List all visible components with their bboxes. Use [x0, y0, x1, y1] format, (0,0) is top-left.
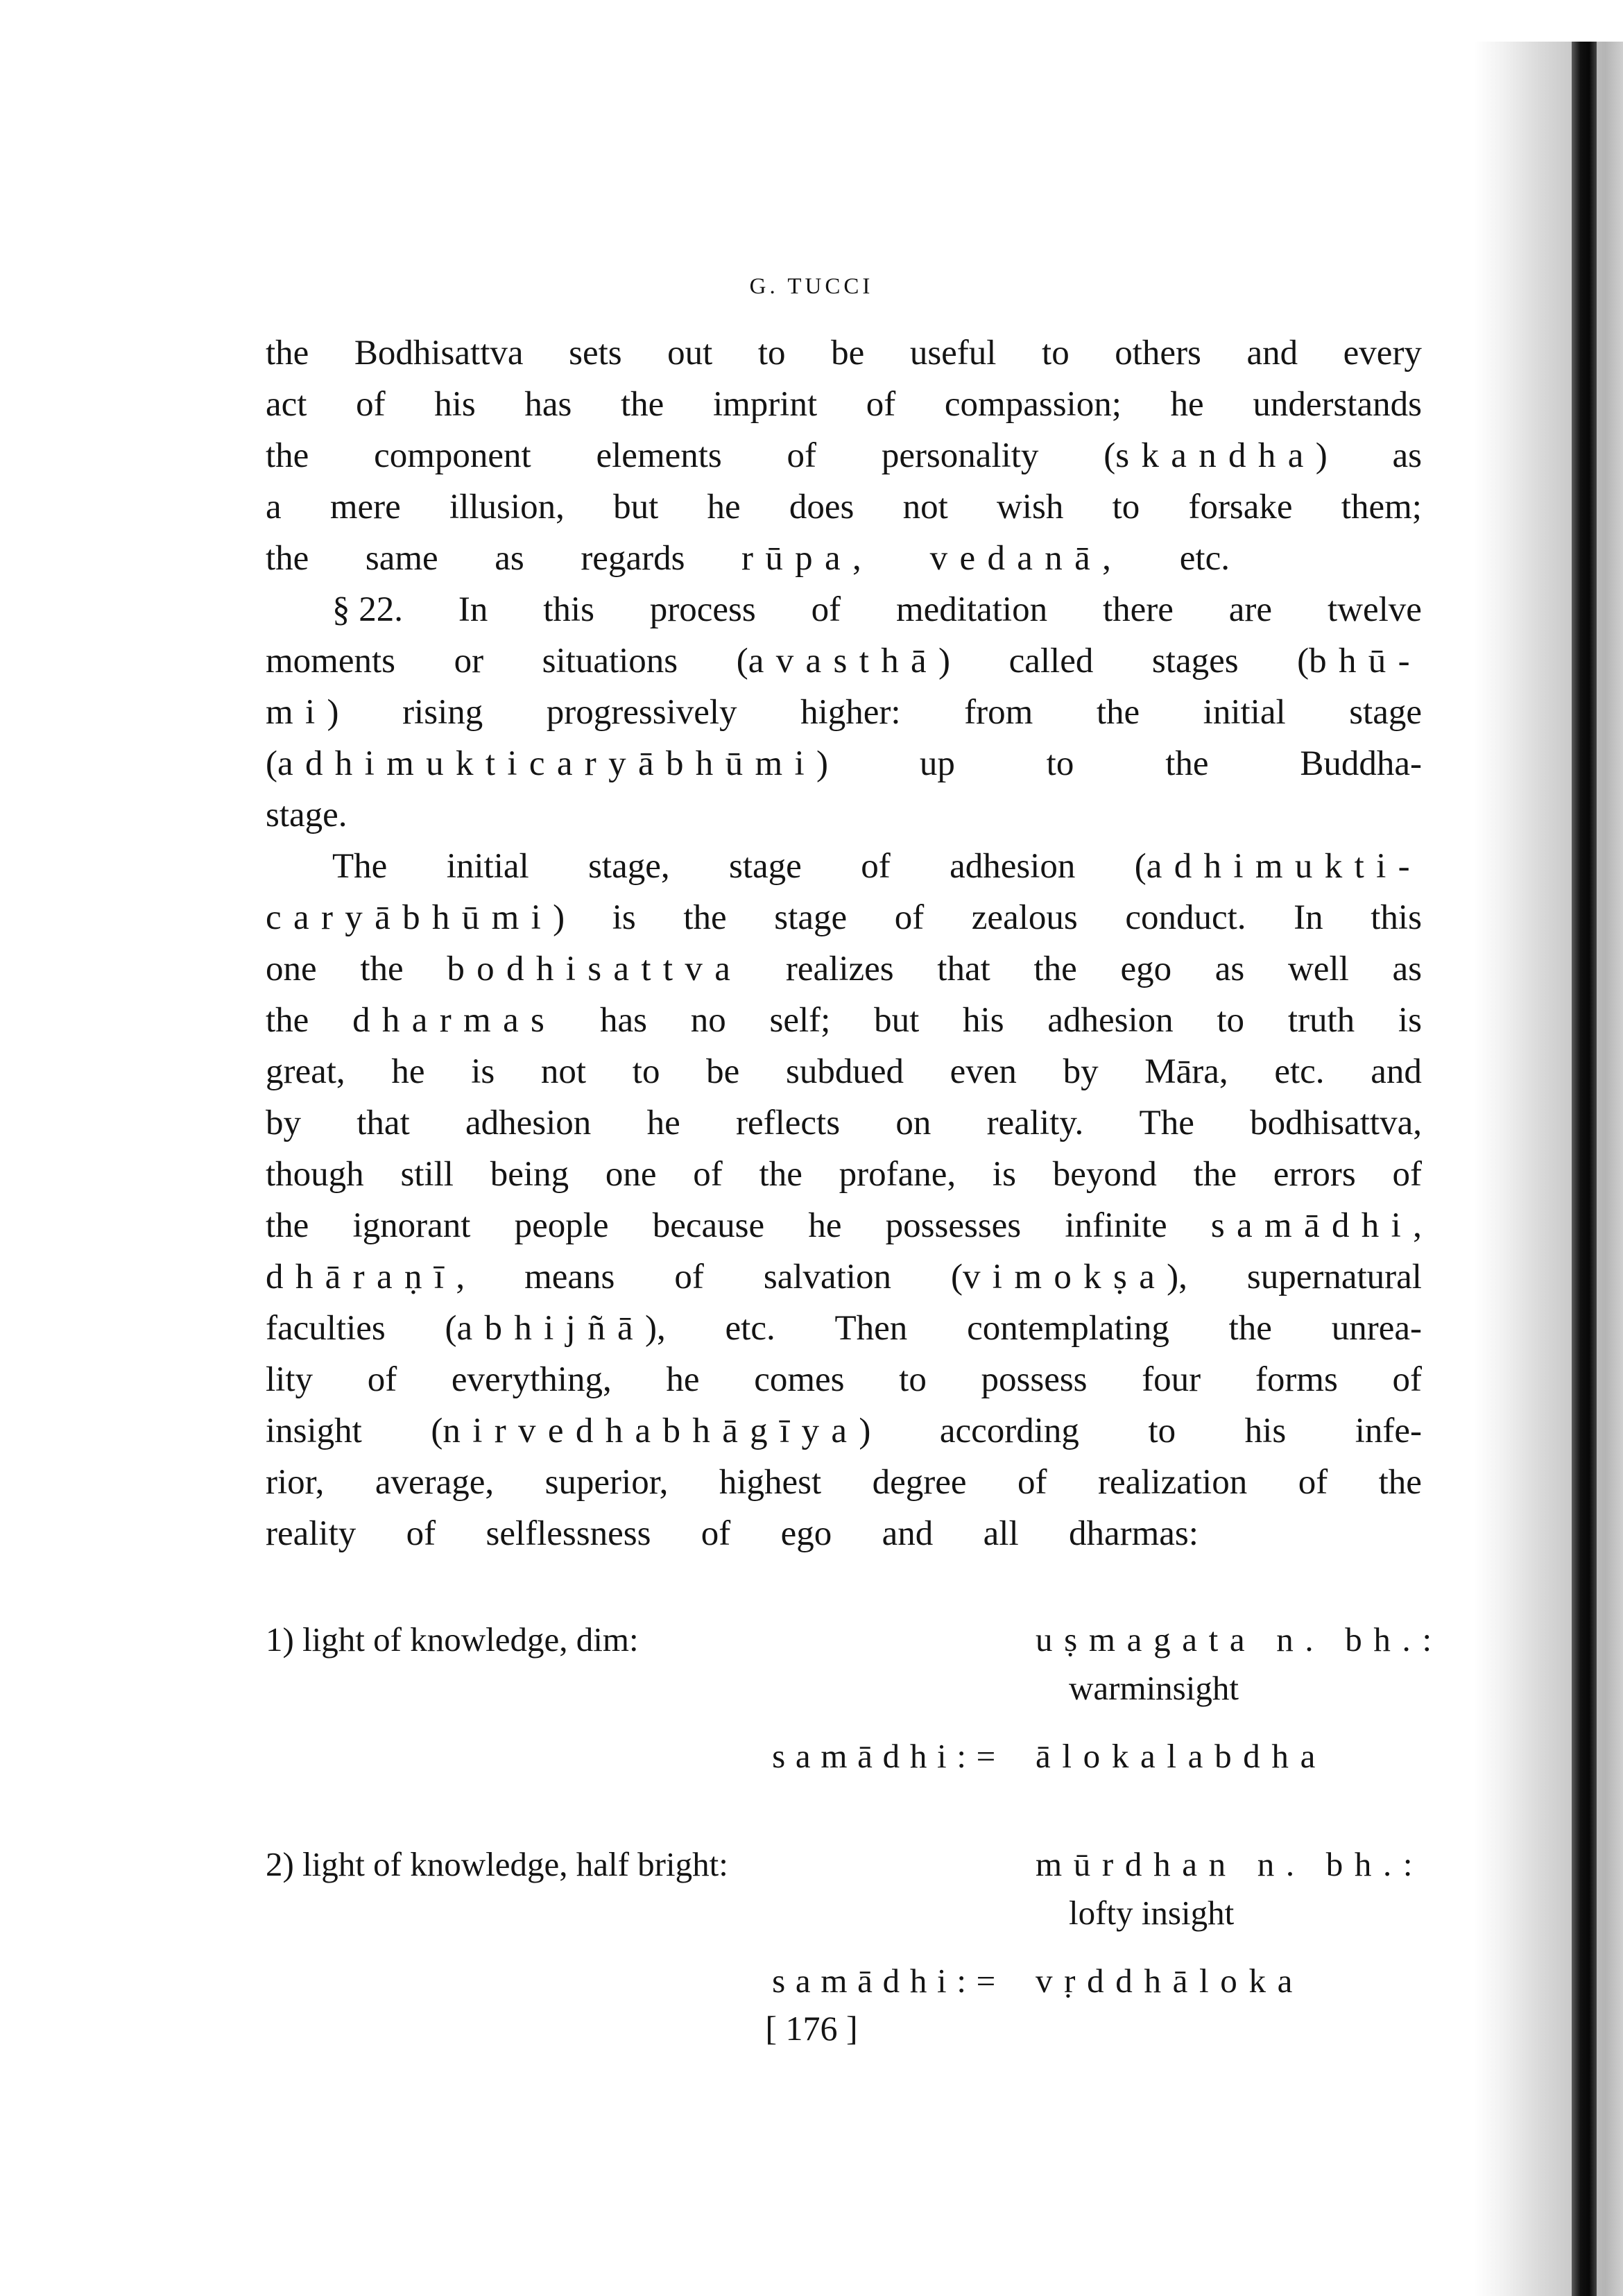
word: no: [690, 1001, 726, 1040]
word: to: [757, 334, 786, 372]
running-head: G. TUCCI: [749, 274, 874, 299]
word: the: [1033, 950, 1077, 988]
word: twelve: [1327, 590, 1422, 629]
word: still: [400, 1155, 454, 1194]
word: stage: [774, 898, 848, 937]
word: supernatural: [1246, 1258, 1422, 1296]
word: though: [266, 1155, 364, 1194]
word: illusion,: [449, 488, 565, 526]
word: zealous: [971, 898, 1078, 937]
word: he: [1170, 385, 1204, 424]
word: or: [454, 642, 484, 680]
word: Māra,: [1144, 1052, 1228, 1091]
text-line: [266, 1411, 1422, 1462]
word: beyond: [1052, 1155, 1157, 1194]
word: the: [266, 539, 309, 578]
word: (: [736, 642, 748, 680]
word: component: [374, 436, 531, 475]
sanskrit-term: abhijñā: [456, 1309, 646, 1348]
word: called: [1008, 642, 1094, 680]
word: of: [787, 436, 817, 475]
word: act: [266, 385, 307, 424]
text-line: [266, 1206, 1422, 1257]
word: Bodhisattva: [354, 334, 524, 372]
word: conduct.: [1125, 898, 1246, 937]
word: of: [894, 898, 925, 937]
word: realizes: [785, 950, 894, 988]
word: to: [632, 1052, 660, 1091]
text-line: [266, 1052, 1422, 1103]
word: reality.: [986, 1104, 1084, 1142]
word: situations: [542, 642, 678, 680]
text-line: [266, 744, 1422, 795]
word: as: [1392, 436, 1422, 475]
text-line: [266, 436, 1422, 487]
word: bodhisattva,: [1250, 1104, 1422, 1142]
word: the: [759, 1155, 802, 1194]
word: to: [1046, 744, 1074, 783]
word: adhesion: [1047, 1001, 1174, 1040]
word: and: [882, 1514, 934, 1553]
word: of: [1017, 1463, 1047, 1502]
word: everything,: [451, 1360, 612, 1399]
word: and: [1371, 1052, 1422, 1091]
word: subdued: [785, 1052, 904, 1091]
word: the: [683, 898, 727, 937]
word: of: [367, 1360, 397, 1399]
word: (: [1297, 642, 1309, 680]
word: the: [266, 1001, 309, 1040]
text-line: [266, 795, 1422, 846]
word: adhesion: [950, 847, 1076, 886]
word: the: [266, 334, 309, 372]
word: great,: [266, 1052, 345, 1091]
samadhi-label: samādhi:=: [772, 1737, 1006, 1775]
text-line: [266, 333, 1422, 384]
samadhi-value: ālokalabdha: [1036, 1737, 1327, 1775]
word: ,: [456, 1258, 465, 1296]
word: infe-: [1355, 1412, 1422, 1450]
word: ego: [780, 1514, 832, 1553]
word: compassion;: [944, 385, 1122, 424]
word: self;: [769, 1001, 831, 1040]
text-line: [266, 590, 1422, 641]
text-line: [266, 384, 1422, 436]
word: his: [963, 1001, 1004, 1040]
word: even: [950, 1052, 1017, 1091]
word: has: [524, 385, 572, 424]
word: moments: [266, 642, 395, 680]
word: others: [1115, 334, 1201, 372]
word: ): [1315, 436, 1328, 475]
word: is: [992, 1155, 1016, 1194]
word: means: [524, 1258, 615, 1296]
text-line: [266, 846, 1422, 898]
sanskrit-term: vedanā,: [929, 539, 1124, 578]
sanskrit-term: bodhisattva: [447, 950, 743, 988]
word: the: [621, 385, 664, 424]
stage-gloss-row: [266, 1668, 1422, 1717]
text-line: [266, 1103, 1422, 1154]
word: by: [1063, 1052, 1099, 1091]
word: not: [540, 1052, 587, 1091]
sanskrit-term: samādhi: [1210, 1206, 1414, 1245]
word: is: [1398, 1001, 1422, 1040]
text-line: [266, 1462, 1422, 1514]
word: to: [1148, 1412, 1176, 1450]
word: highest: [719, 1463, 822, 1502]
text-line: [266, 1514, 1199, 1565]
word: comes: [754, 1360, 845, 1399]
word: insight: [266, 1412, 362, 1450]
word: of: [701, 1514, 731, 1553]
word: out: [667, 334, 713, 372]
word: ): [553, 898, 565, 937]
word: rising: [402, 693, 483, 732]
text-line: [266, 1360, 1422, 1411]
word: that: [937, 950, 990, 988]
samadhi-row: [266, 1736, 1422, 1785]
word: salvation: [763, 1258, 891, 1296]
word: there: [1102, 590, 1174, 629]
word: dharmas:: [1068, 1514, 1199, 1553]
word: (: [266, 744, 277, 783]
text-line: [266, 538, 1230, 590]
word: to: [1112, 488, 1140, 526]
word: this: [543, 590, 594, 629]
word: rior,: [266, 1463, 325, 1502]
word: every: [1343, 334, 1422, 372]
word: progressively: [546, 693, 737, 732]
word: but: [613, 488, 659, 526]
word: as: [495, 539, 524, 578]
word: forsake: [1188, 488, 1293, 526]
word: he: [666, 1360, 700, 1399]
word: mere: [329, 488, 401, 526]
stage-gloss: lofty insight: [1069, 1894, 1235, 1932]
word: In: [458, 590, 488, 629]
word: are: [1228, 590, 1273, 629]
word: ,: [1413, 1206, 1422, 1245]
stage-row: [266, 1844, 1425, 1893]
word: ),: [1167, 1258, 1187, 1296]
word: four: [1142, 1360, 1201, 1399]
word: the: [1228, 1309, 1272, 1348]
word: of: [866, 385, 896, 424]
word: is: [471, 1052, 495, 1091]
stage-gloss: warminsight: [1069, 1669, 1239, 1707]
word: In: [1294, 898, 1323, 937]
sanskrit-term: mi: [266, 693, 327, 732]
word: as: [1214, 950, 1245, 988]
word: but: [874, 1001, 920, 1040]
word: ): [327, 693, 339, 732]
stage-label: 2) light of knowledge, half bright:: [266, 1845, 728, 1883]
book-gutter-shadow: [1474, 42, 1623, 2296]
stage-label: 1) light of knowledge, dim:: [266, 1620, 639, 1659]
stages-table: [266, 1620, 1443, 2010]
word: be: [706, 1052, 740, 1091]
word: understands: [1253, 385, 1422, 424]
word: being: [490, 1155, 569, 1194]
word: by: [266, 1104, 301, 1142]
word: (: [445, 1309, 457, 1348]
word: of: [693, 1155, 723, 1194]
word: errors: [1273, 1155, 1356, 1194]
word: his: [1244, 1412, 1287, 1450]
word: reality: [266, 1514, 357, 1553]
word: to: [1217, 1001, 1245, 1040]
word: is: [612, 898, 636, 937]
word: one: [605, 1155, 657, 1194]
word: of: [356, 385, 386, 424]
word: elements: [596, 436, 722, 475]
word: personality: [881, 436, 1039, 475]
word: same: [365, 539, 438, 578]
word: possess: [981, 1360, 1088, 1399]
word: of: [1392, 1360, 1422, 1399]
word: profane,: [839, 1155, 956, 1194]
word: average,: [375, 1463, 495, 1502]
sanskrit-term: dhāraṇī: [266, 1258, 456, 1296]
stage-row: [266, 1620, 1443, 1668]
word: truth: [1287, 1001, 1355, 1040]
sanskrit-term: rūpa,: [741, 539, 874, 578]
word: not: [902, 488, 948, 526]
word: sets: [569, 334, 622, 372]
word: meditation: [895, 590, 1048, 629]
page-number: [ 176 ]: [765, 2009, 858, 2048]
word: people: [514, 1206, 609, 1245]
word: from: [964, 693, 1033, 732]
word: stage.: [266, 796, 347, 834]
word: realization: [1098, 1463, 1248, 1502]
sanskrit-term: nirvedhabhāgīya: [443, 1412, 859, 1450]
word: the: [1096, 693, 1140, 732]
word: the: [1378, 1463, 1422, 1502]
sanskrit-term: skandha: [1115, 436, 1316, 475]
word: (: [431, 1412, 443, 1450]
text-line: [266, 1154, 1422, 1206]
word: initial: [1203, 693, 1286, 732]
sanskrit-term: avasthā: [748, 642, 939, 680]
word: a: [266, 488, 282, 526]
word: stage,: [588, 847, 670, 886]
word: The: [332, 847, 388, 886]
word: useful: [909, 334, 997, 372]
word: he: [707, 488, 741, 526]
word: this: [1371, 898, 1422, 937]
word: (: [1134, 847, 1147, 886]
word: does: [789, 488, 855, 526]
text-line: [266, 641, 1422, 692]
word: ): [938, 642, 951, 680]
sanskrit-term: bhū-: [1309, 642, 1422, 680]
word: according: [939, 1412, 1079, 1450]
text-line: [266, 1308, 1422, 1360]
word: and: [1246, 334, 1298, 372]
word: because: [652, 1206, 765, 1245]
word: superior,: [544, 1463, 669, 1502]
book-spine-edge: [1572, 42, 1597, 2296]
word: stage: [729, 847, 802, 886]
word: contemplating: [967, 1309, 1169, 1348]
word: degree: [872, 1463, 967, 1502]
word: of: [861, 847, 891, 886]
word: of: [674, 1258, 704, 1296]
word: higher:: [800, 693, 901, 732]
body-text: [266, 333, 1422, 1565]
word: adhesion: [465, 1104, 592, 1142]
word: the: [1193, 1155, 1237, 1194]
text-line: [266, 487, 1422, 538]
section-number: § 22.: [332, 590, 403, 629]
word: well: [1287, 950, 1349, 988]
sanskrit-term: adhimukticaryābhūmi: [277, 744, 816, 783]
word: up: [919, 744, 955, 783]
word: the: [360, 950, 404, 988]
word: ignorant: [352, 1206, 471, 1245]
samadhi-row: [266, 1961, 1422, 2010]
word: ego: [1120, 950, 1172, 988]
word: one: [266, 950, 317, 988]
stage-gloss-row: [266, 1893, 1422, 1942]
word: ),: [645, 1309, 666, 1348]
word: he: [808, 1206, 842, 1245]
word: his: [434, 385, 476, 424]
word: (: [950, 1258, 963, 1296]
word: wish: [996, 488, 1064, 526]
word: he: [646, 1104, 680, 1142]
word: reflects: [735, 1104, 841, 1142]
word: he: [391, 1052, 425, 1091]
word: the: [1165, 744, 1209, 783]
samadhi-value: vṛddhāloka: [1036, 1962, 1305, 2000]
word: of: [406, 1514, 436, 1553]
word: ): [816, 744, 828, 783]
sanskrit-term: adhimukti-: [1146, 847, 1422, 886]
word: be: [831, 334, 865, 372]
word: of: [1392, 1155, 1422, 1194]
word: initial: [446, 847, 529, 886]
word: stages: [1151, 642, 1239, 680]
word: to: [1042, 334, 1070, 372]
word: on: [895, 1104, 931, 1142]
sanskrit-term: caryābhūmi: [266, 898, 553, 937]
word: the: [266, 1206, 309, 1245]
samadhi-label: samādhi:=: [772, 1962, 1006, 2000]
word: lity: [266, 1360, 314, 1399]
word: of: [1298, 1463, 1328, 1502]
word: of: [811, 590, 841, 629]
word: infinite: [1065, 1206, 1167, 1245]
word: that: [357, 1104, 410, 1142]
word: stage: [1349, 693, 1422, 732]
word: ): [859, 1412, 871, 1450]
word: imprint: [712, 385, 818, 424]
text-line: [266, 898, 1422, 949]
word: process: [649, 590, 756, 629]
word: all: [983, 1514, 1019, 1553]
word: unrea-: [1331, 1309, 1422, 1348]
word: forms: [1255, 1360, 1338, 1399]
word: them;: [1341, 488, 1422, 526]
word: has: [600, 1001, 647, 1040]
word: etc.: [1274, 1052, 1325, 1091]
word: The: [1139, 1104, 1194, 1142]
text-line: [266, 949, 1422, 1000]
word: Buddha-: [1300, 744, 1422, 783]
word: as: [1392, 950, 1422, 988]
word: etc.: [725, 1309, 775, 1348]
text-line: [266, 1257, 1422, 1308]
word: (: [1104, 436, 1116, 475]
stage-term: uṣmagata n. bh.:: [1036, 1620, 1443, 1659]
word: selflessness: [486, 1514, 651, 1553]
word: the: [266, 436, 309, 475]
word: Then: [834, 1309, 908, 1348]
word: to: [899, 1360, 927, 1399]
sanskrit-term: vimokṣa: [962, 1258, 1167, 1296]
stage-term: mūrdhan n. bh.:: [1036, 1845, 1425, 1883]
text-line: [266, 692, 1422, 744]
word: etc.: [1179, 539, 1230, 578]
text-line: [266, 1000, 1422, 1052]
word: regards: [581, 539, 685, 578]
word: possesses: [885, 1206, 1022, 1245]
word: faculties: [266, 1309, 386, 1348]
sanskrit-term: dharmas: [352, 1001, 557, 1040]
